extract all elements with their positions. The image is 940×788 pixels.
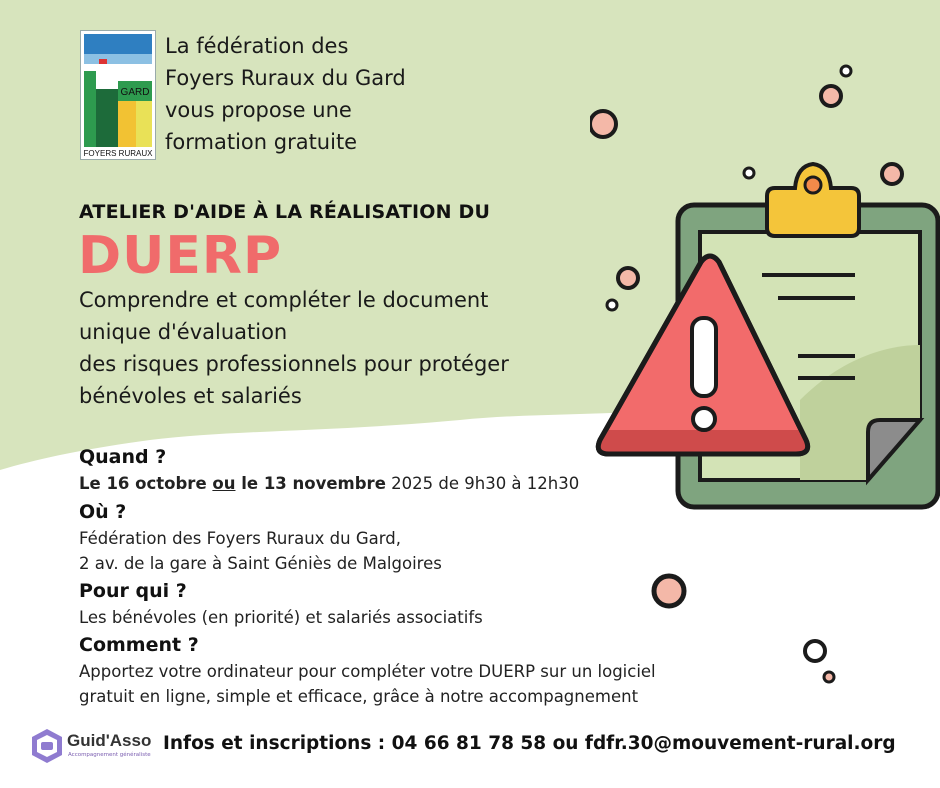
guidasso-tagline: Accompagnement généraliste [68,752,151,758]
subtitle-line: Comprendre et compléter le document [79,288,489,312]
time-range: 2025 de 9h30 à 12h30 [385,474,580,493]
logo-gard-text: GARD [120,87,150,98]
audience-text: Les bénévoles (en priorité) et salariés associatifs [79,608,483,627]
how-line-1: Apportez votre ordinateur pour compléter votre DUERP sur un logiciel [79,662,656,681]
section-title-pour-qui: Pour qui ? [79,580,187,602]
address-line-1: Fédération des Foyers Ruraux du Gard, [79,529,401,548]
or-word: ou [212,474,236,493]
org-intro [165,30,485,158]
date-2: le 13 novembre [235,474,386,493]
subtitle-line: bénévoles et salariés [79,384,302,408]
when-text [79,471,579,496]
guidasso-icon [30,728,64,764]
main-title: DUERP [78,226,283,286]
contact-info: Infos et inscriptions : 04 66 81 78 58 ou fdfr.30@mouvement-rural.org [163,733,896,754]
intro-line: vous propose une [165,98,352,122]
date-1: Le 16 octobre [79,474,213,493]
workshop-kicker: ATELIER D'AIDE À LA RÉALISATION DU [79,201,491,223]
intro-line: formation gratuite [165,130,358,154]
guidasso-name: Guid'Asso [67,731,152,750]
clipboard-warning-illustration [590,60,940,700]
subtitle-line: unique d'évaluation [79,320,288,344]
section-title-ou: Où ? [79,501,127,523]
how-line-2: gratuit en ligne, simple et efficace, grâce à notre accompagnement [79,687,639,706]
address-line-2: 2 av. de la gare à Saint Géniès de Malgoires [79,554,442,573]
intro-line: Foyers Ruraux du Gard [165,66,406,90]
subtitle [79,284,599,412]
section-title-comment: Comment ? [79,634,199,656]
logo-caption: FOYERS RURAUX [83,149,153,158]
foyers-ruraux-logo [80,30,156,160]
section-title-quand: Quand ? [79,446,167,468]
guidasso-logo [30,727,160,765]
subtitle-line: des risques professionnels pour protéger [79,352,509,376]
intro-line: La fédération des [165,34,349,58]
